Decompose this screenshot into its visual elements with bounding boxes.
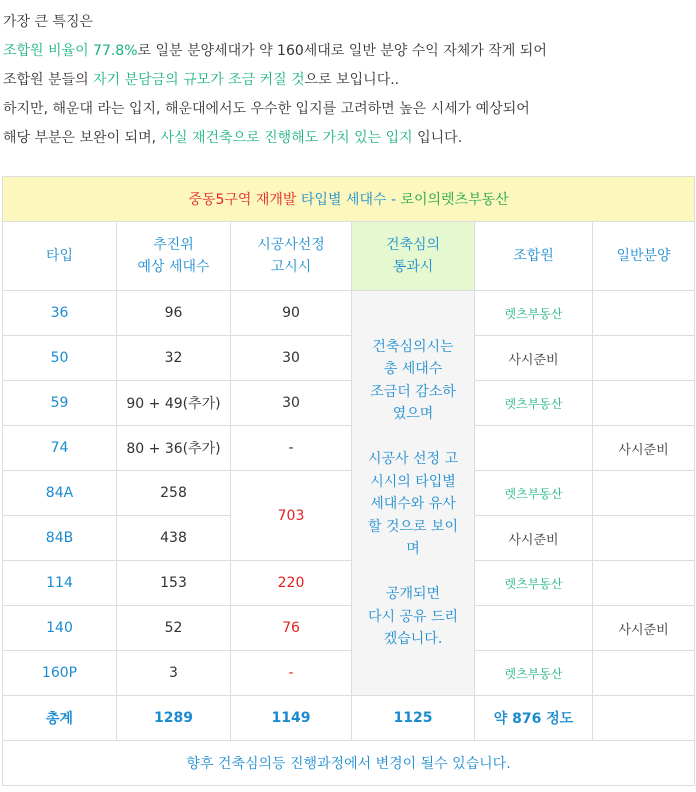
header-general-sale: 일반분양	[593, 222, 695, 291]
cell-notice: 30	[231, 381, 352, 426]
table-title-subject: 타입별 세대수 -	[296, 192, 401, 208]
review-note-line: 며	[406, 541, 420, 557]
review-note-line: 할 것으로 보이	[367, 518, 459, 535]
intro-line-3-highlight: 자기 분담금의 규모가 조금 커질 것	[93, 72, 305, 88]
header-estimated-units-line1: 추진위	[153, 237, 194, 253]
cell-estimated: 80 + 36(추가)	[117, 426, 231, 471]
total-row	[3, 696, 695, 741]
total-label: 총계	[3, 696, 117, 741]
cell-estimated: 3	[117, 651, 231, 696]
review-note-line: 세대수와 유사	[370, 496, 456, 512]
intro-line-5	[3, 124, 547, 153]
cell-estimated: 438	[117, 516, 231, 561]
header-review-pass-line1: 건축심의	[385, 237, 441, 253]
cell-type: 114	[3, 561, 117, 606]
cell-estimated: 32	[117, 336, 231, 381]
intro-line-5-a: 해당 부분은 보완이 되며,	[3, 130, 161, 146]
cell-member: 렛츠부동산	[475, 291, 593, 336]
intro-line-2-highlight: 조합원 비율이 77.8%	[3, 43, 138, 59]
table-title-source: 로이의렛츠부동산	[400, 192, 509, 208]
cell-notice-merged: 703	[231, 471, 352, 561]
cell-general	[593, 471, 695, 516]
intro-line-4-text: 하지만, 해운대 라는 입지, 해운대에서도 우수한 입지를 고려하면 높은 시세가 예상되어	[3, 101, 530, 117]
intro-line-3-b: 으로 보입니다..	[304, 72, 400, 88]
table-row	[3, 606, 695, 651]
header-contractor-notice	[231, 222, 352, 291]
cell-general	[593, 561, 695, 606]
cell-type: 84A	[3, 471, 117, 516]
cell-type: 84B	[3, 516, 117, 561]
review-note-line: 공개되면	[385, 586, 441, 602]
cell-notice: 30	[231, 336, 352, 381]
table-row	[3, 426, 695, 471]
cell-type: 160P	[3, 651, 117, 696]
cell-estimated: 258	[117, 471, 231, 516]
header-estimated-units-line2: 예상 세대수	[137, 259, 210, 275]
cell-type: 50	[3, 336, 117, 381]
intro-text	[3, 8, 547, 153]
review-note-line: 건축심의시는	[372, 338, 454, 355]
cell-general	[593, 381, 695, 426]
cell-notice: -	[231, 651, 352, 696]
cell-member: 렛츠부동산	[475, 471, 593, 516]
unit-type-table	[2, 176, 695, 786]
table-title-district: 중동5구역 재개발	[188, 192, 297, 208]
total-review: 1125	[352, 696, 475, 741]
review-note-line: 시시의 타입별	[370, 473, 456, 490]
intro-line-2-rest: 로 일분 분양세대가 약 160세대로 일반 분양 수익 자체가 작게 되어	[137, 43, 547, 59]
cell-member: 사시준비	[475, 336, 593, 381]
review-note-line: 겠습니다.	[383, 631, 443, 647]
header-member: 조합원	[475, 222, 593, 291]
total-general	[593, 696, 695, 741]
cell-general	[593, 336, 695, 381]
review-note-line: 시공사 선정 고	[367, 451, 459, 467]
cell-member	[475, 426, 593, 471]
table-title	[3, 177, 695, 222]
cell-notice: -	[231, 426, 352, 471]
table-row	[3, 651, 695, 696]
cell-notice: 76	[231, 606, 352, 651]
table-row	[3, 336, 695, 381]
header-estimated-units	[117, 222, 231, 291]
intro-line-1	[3, 8, 547, 37]
cell-general: 사시준비	[593, 606, 695, 651]
intro-line-1-text: 가장 큰 특징은	[3, 14, 94, 30]
cell-type: 74	[3, 426, 117, 471]
cell-notice: 220	[231, 561, 352, 606]
total-notice: 1149	[231, 696, 352, 741]
intro-line-2	[3, 37, 547, 66]
table-row	[3, 561, 695, 606]
table-footnote: 향후 건축심의등 진행과정에서 변경이 될수 있습니다.	[3, 741, 695, 786]
table-row	[3, 381, 695, 426]
table-row	[3, 291, 695, 336]
review-note-line: 였으며	[392, 406, 434, 422]
header-review-pass	[352, 222, 475, 291]
cell-estimated: 52	[117, 606, 231, 651]
header-type: 타입	[3, 222, 117, 291]
review-note-line: 조금더 감소하	[370, 383, 456, 400]
cell-general	[593, 516, 695, 561]
intro-line-3-a: 조합원 분들의	[3, 72, 94, 88]
cell-member	[475, 606, 593, 651]
cell-estimated: 90 + 49(추가)	[117, 381, 231, 426]
cell-member: 사시준비	[475, 516, 593, 561]
cell-notice: 90	[231, 291, 352, 336]
cell-general: 사시준비	[593, 426, 695, 471]
header-contractor-notice-line2: 고시시	[270, 259, 312, 275]
cell-type: 59	[3, 381, 117, 426]
intro-line-5-b: 입니다.	[412, 130, 463, 146]
total-estimated: 1289	[117, 696, 231, 741]
cell-type: 36	[3, 291, 117, 336]
total-member: 약 876 정도	[475, 696, 593, 741]
header-review-pass-line2: 통과시	[392, 259, 434, 275]
cell-type: 140	[3, 606, 117, 651]
cell-member: 렛츠부동산	[475, 381, 593, 426]
cell-estimated: 153	[117, 561, 231, 606]
cell-member: 렛츠부동산	[475, 651, 593, 696]
cell-general	[593, 291, 695, 336]
review-note-line: 다시 공유 드리	[367, 608, 459, 625]
header-contractor-notice-line1: 시공사선정	[257, 237, 325, 253]
cell-estimated: 96	[117, 291, 231, 336]
intro-line-4	[3, 95, 547, 124]
review-note-cell	[352, 291, 475, 696]
intro-line-3	[3, 66, 547, 95]
review-note-line: 총 세대수	[383, 361, 443, 377]
table-row	[3, 471, 695, 516]
cell-member: 렛츠부동산	[475, 561, 593, 606]
cell-general	[593, 651, 695, 696]
intro-line-5-highlight: 사실 재건축으로 진행해도 가치 있는 입지	[160, 130, 413, 146]
